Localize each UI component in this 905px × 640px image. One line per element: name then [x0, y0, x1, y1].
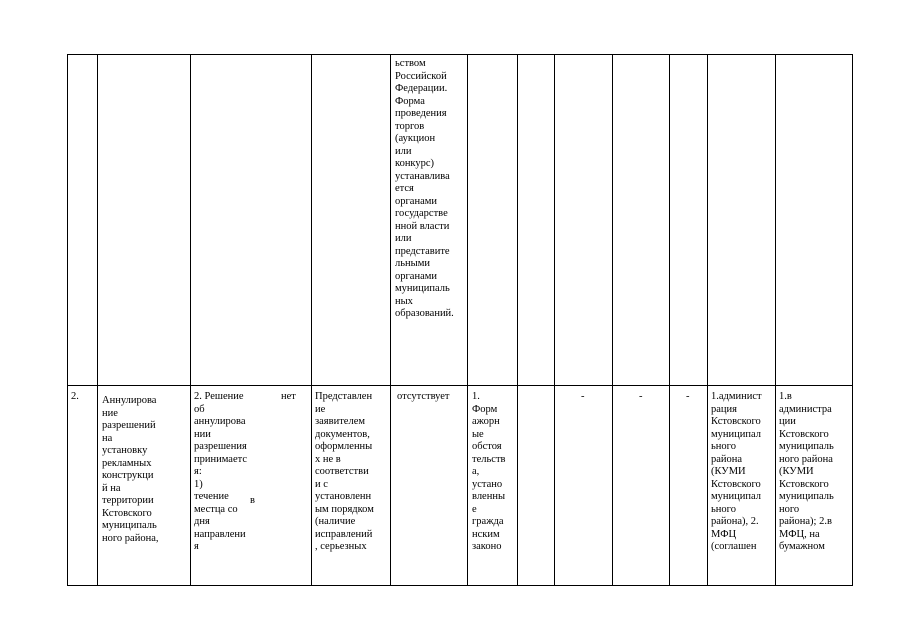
cell-how-to-apply: 1.админист рация Кстовского муниципал ьного района (КУМИ Кстовского муниципал ьного района), 2. МФЦ (соглашен	[711, 391, 762, 552]
cell-refusal-grounds: Представлен ие заявителем документов, оформленны х не в соответстви и с установленн ым порядком (наличие исправлений , серьезных	[315, 391, 374, 552]
col-border	[669, 54, 670, 586]
cell-suspension-grounds: 1. Форм ажорн ые обстоя тельств а, устано вленны е гражда нским законо	[472, 391, 506, 552]
col-border	[390, 54, 391, 586]
cell-how-to-receive: 1.в администра ции Кстовского муниципаль ного района (КУМИ Кстовского муниципаль ного района); 2.в МФЦ, на бумажном	[779, 391, 834, 552]
col-border	[190, 54, 191, 586]
cell-absent: отсутствует	[397, 391, 450, 402]
cell-form-of-trade: ьством Российской Федерации. Форма проведения торгов (аукцион или конкурс) устанавлива ется органами государстве нной власти или представите льными органами муниципаль ных образований.	[395, 58, 454, 319]
col-border	[852, 54, 853, 586]
cell-decision-term: 2. Решение об аннулирова нии разрешения принимаетс я: 1) течение местца со дня направлени я	[194, 391, 247, 552]
cell-no: нет	[281, 391, 296, 402]
col-border	[311, 54, 312, 586]
cell-dash: -	[686, 391, 690, 402]
col-border	[97, 54, 98, 586]
col-border	[775, 54, 776, 586]
table-top-border	[67, 54, 853, 55]
services-table	[67, 54, 853, 586]
col-border	[67, 54, 68, 586]
col-border	[517, 54, 518, 586]
col-border	[612, 54, 613, 586]
cell-row-number: 2.	[71, 391, 79, 402]
row-divider	[67, 385, 853, 386]
col-border	[554, 54, 555, 586]
cell-service-name: Аннулирова ние разрешений на установку рекламных конструкци й на территории Кстовского муниципаль ного района,	[102, 395, 159, 544]
table-bottom-border	[67, 585, 853, 586]
cell-dash: -	[639, 391, 643, 402]
col-border	[707, 54, 708, 586]
col-border	[467, 54, 468, 586]
cell-decision-term-extra: в	[250, 495, 255, 506]
cell-dash: -	[581, 391, 585, 402]
